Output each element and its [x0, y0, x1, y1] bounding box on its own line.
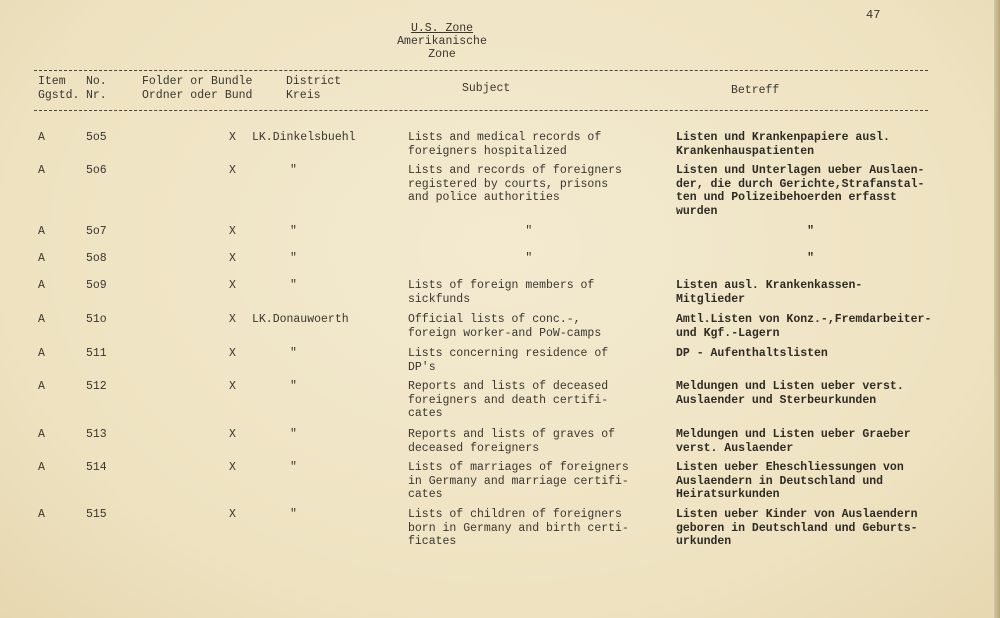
- row-number: 514: [86, 461, 107, 474]
- row-subject: Lists and records of foreigners registered by courts, prisons and police authorities: [408, 164, 622, 204]
- row-subject: Reports and lists of deceased foreigners and death certifi- cates: [408, 380, 609, 420]
- row-betreff: Listen und Krankenpapiere ausl. Krankenhauspatienten: [676, 131, 890, 158]
- row-item: A: [38, 347, 45, 360]
- row-item: A: [38, 225, 45, 238]
- row-number: 513: [86, 428, 107, 441]
- row-betreff: Amtl.Listen von Konz.-,Fremdarbeiter- und Kgf.-Lagern: [676, 313, 932, 340]
- row-folder-mark: X: [229, 225, 236, 238]
- row-number: 512: [86, 380, 107, 393]
- row-district: ": [290, 225, 297, 238]
- row-item: A: [38, 164, 45, 177]
- row-subject: Lists of marriages of foreigners in Germany and marriage certifi- cates: [408, 461, 629, 501]
- row-item: A: [38, 252, 45, 265]
- row-number: 5o7: [86, 225, 107, 238]
- row-district: ": [290, 252, 297, 265]
- row-district: ": [290, 461, 297, 474]
- row-district: ": [290, 428, 297, 441]
- row-subject: Official lists of conc.-, foreign worker-and PoW-camps: [408, 313, 602, 340]
- row-subject: Reports and lists of graves of deceased foreigners: [408, 428, 616, 455]
- row-item: A: [38, 508, 45, 521]
- row-subject: ": [408, 252, 533, 265]
- row-folder-mark: X: [229, 279, 236, 292]
- row-number: 5o5: [86, 131, 107, 144]
- row-betreff: Meldungen und Listen ueber verst. Auslaender und Sterbeurkunden: [676, 380, 904, 407]
- row-district: ": [290, 347, 297, 360]
- row-betreff: Listen ueber Kinder von Auslaendern geboren in Deutschland und Geburts- urkunden: [676, 508, 918, 548]
- row-number: 51o: [86, 313, 107, 326]
- row-folder-mark: X: [229, 347, 236, 360]
- row-subject: Lists of children of foreigners born in Germany and birth certi- ficates: [408, 508, 629, 548]
- row-item: A: [38, 131, 45, 144]
- column-header-district: District Kreis: [286, 75, 342, 102]
- column-header-betreff: Betreff: [731, 84, 780, 97]
- row-folder-mark: X: [229, 508, 236, 521]
- row-betreff: Listen und Unterlagen ueber Auslaen- der, die durch Gerichte,Strafanstal- ten und Polizeibehoerden erfasst wurden: [676, 164, 925, 218]
- row-district: LK.Dinkelsbuehl: [252, 131, 356, 144]
- row-number: 5o8: [86, 252, 107, 265]
- row-subject: Lists of foreign members of sickfunds: [408, 279, 595, 306]
- row-betreff: Listen ausl. Krankenkassen- Mitglieder: [676, 279, 863, 306]
- row-number: 515: [86, 508, 107, 521]
- row-item: A: [38, 428, 45, 441]
- column-header-subject: Subject: [462, 82, 511, 95]
- row-number: 5o6: [86, 164, 107, 177]
- row-item: A: [38, 461, 45, 474]
- row-folder-mark: X: [229, 313, 236, 326]
- row-betreff: DP - Aufenthaltslisten: [676, 347, 828, 360]
- row-folder-mark: X: [229, 164, 236, 177]
- row-item: A: [38, 313, 45, 326]
- row-district: ": [290, 279, 297, 292]
- row-betreff: ": [676, 225, 815, 238]
- row-district: ": [290, 164, 297, 177]
- row-district: LK.Donauwoerth: [252, 313, 349, 326]
- row-betreff: Meldungen und Listen ueber Graeber verst. Auslaender: [676, 428, 911, 455]
- row-subject: Lists concerning residence of DP's: [408, 347, 609, 374]
- row-district: ": [290, 508, 297, 521]
- row-district: ": [290, 380, 297, 393]
- row-betreff: ": [676, 252, 815, 265]
- row-folder-mark: X: [229, 380, 236, 393]
- row-folder-mark: X: [229, 131, 236, 144]
- zone-title-german: Amerikanische Zone: [397, 35, 487, 61]
- page-number: 47: [866, 8, 881, 22]
- row-folder-mark: X: [229, 428, 236, 441]
- row-betreff: Listen ueber Eheschliessungen von Auslaendern in Deutschland und Heiratsurkunden: [676, 461, 904, 501]
- row-subject: Lists and medical records of foreigners hospitalized: [408, 131, 602, 158]
- row-folder-mark: X: [229, 252, 236, 265]
- row-folder-mark: X: [229, 461, 236, 474]
- row-number: 511: [86, 347, 107, 360]
- zone-title-english: U.S. Zone: [410, 22, 474, 35]
- row-item: A: [38, 279, 45, 292]
- row-subject: ": [408, 225, 533, 238]
- row-item: A: [38, 380, 45, 393]
- column-header-folder: Folder or Bundle Ordner oder Bund: [142, 75, 253, 102]
- column-header-no: No. Nr.: [86, 75, 107, 102]
- row-number: 5o9: [86, 279, 107, 292]
- column-header-item: Item Ggstd.: [38, 75, 80, 102]
